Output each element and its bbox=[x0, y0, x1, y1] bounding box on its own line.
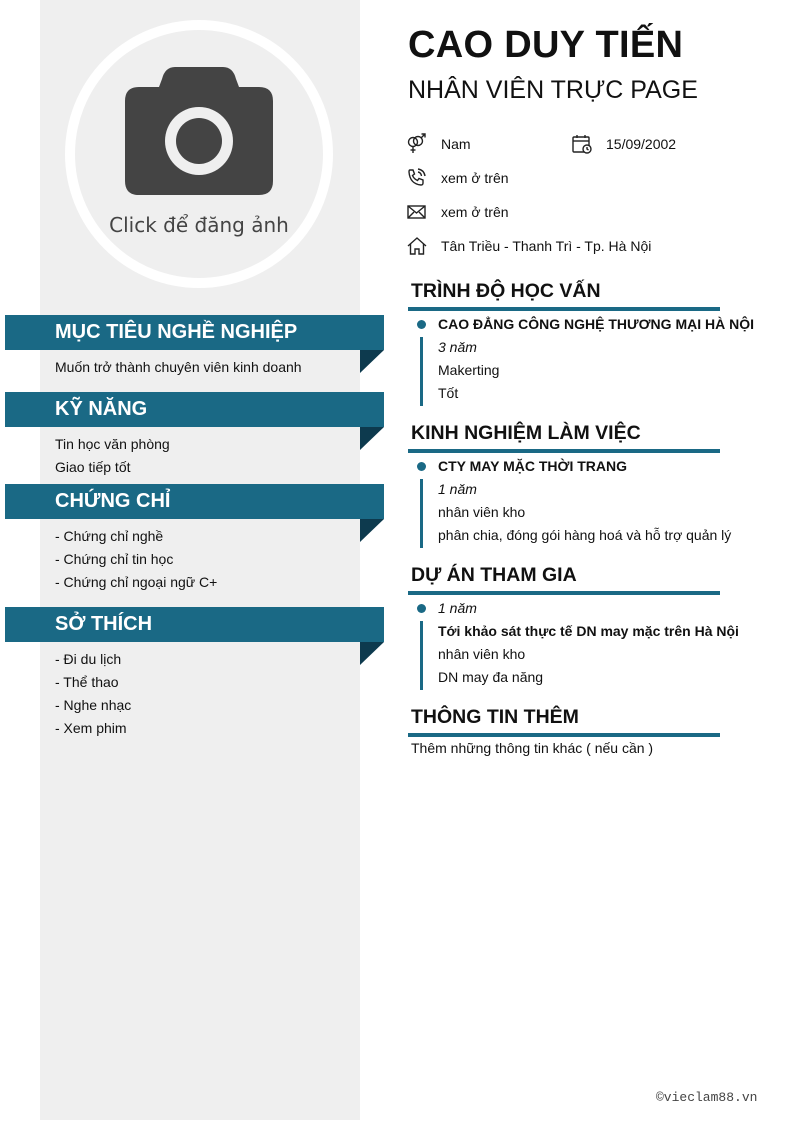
timeline-dot bbox=[417, 320, 426, 329]
education-duration: 3 năm bbox=[438, 339, 477, 355]
skill-item: Tin học văn phòng bbox=[55, 436, 170, 452]
certificate-item: - Chứng chỉ ngoại ngữ C+ bbox=[55, 574, 218, 590]
phone-value: xem ở trên bbox=[441, 170, 509, 186]
skill-item: Giao tiếp tốt bbox=[55, 459, 131, 475]
project-client: DN may đa năng bbox=[438, 669, 544, 685]
timeline-dot bbox=[417, 604, 426, 613]
hobby-item: - Xem phim bbox=[55, 720, 127, 736]
additional-text: Thêm những thông tin khác ( nếu cần ) bbox=[411, 740, 654, 756]
objective-text: Muốn trở thành chuyên viên kinh doanh bbox=[55, 359, 302, 375]
hobby-item: - Thể thao bbox=[55, 674, 119, 690]
candidate-name: CAO DUY TIẾN bbox=[408, 24, 684, 66]
section-title-additional: THÔNG TIN THÊM bbox=[411, 706, 579, 728]
ribbon-fold bbox=[360, 427, 384, 450]
section-title-experience: KINH NGHIỆM LÀM VIỆC bbox=[411, 422, 641, 444]
timeline-bar bbox=[420, 479, 423, 548]
birthday-row bbox=[571, 133, 676, 155]
education-major: Makerting bbox=[438, 362, 500, 378]
timeline-bar bbox=[420, 337, 423, 406]
section-title-education: TRÌNH ĐỘ HỌC VẤN bbox=[411, 280, 601, 302]
section-divider bbox=[408, 591, 720, 595]
experience-position: nhân viên kho bbox=[438, 504, 526, 520]
section-header-objective: MỤC TIÊU NGHỀ NGHIỆP bbox=[5, 315, 384, 350]
ribbon-fold bbox=[360, 642, 384, 665]
phone-icon bbox=[406, 167, 428, 189]
section-header-hobbies: SỞ THÍCH bbox=[5, 607, 384, 642]
project-duration: 1 năm bbox=[438, 600, 477, 616]
phone-row bbox=[406, 167, 509, 189]
timeline-dot bbox=[417, 462, 426, 471]
project-role: nhân viên kho bbox=[438, 646, 526, 662]
hobby-item: - Nghe nhạc bbox=[55, 697, 132, 713]
hobby-item: - Đi du lịch bbox=[55, 651, 122, 667]
certificate-item: - Chứng chỉ nghề bbox=[55, 528, 164, 544]
envelope-icon bbox=[406, 201, 428, 223]
section-divider bbox=[408, 733, 720, 737]
section-divider bbox=[408, 307, 720, 311]
section-header-certificates: CHỨNG CHỈ bbox=[5, 484, 384, 519]
section-title-projects: DỰ ÁN THAM GIA bbox=[411, 564, 577, 586]
ribbon-fold bbox=[360, 350, 384, 373]
education-school: CAO ĐẲNG CÔNG NGHỆ THƯƠNG MẠI HÀ NỘI bbox=[438, 316, 754, 332]
calendar-icon bbox=[571, 133, 593, 155]
email-row bbox=[406, 201, 509, 223]
home-icon bbox=[406, 235, 428, 257]
section-header-skills: KỸ NĂNG bbox=[5, 392, 384, 427]
certificate-item: - Chứng chỉ tin học bbox=[55, 551, 174, 567]
experience-duration: 1 năm bbox=[438, 481, 477, 497]
gender-row bbox=[406, 133, 471, 155]
upload-photo-label: Click để đăng ảnh bbox=[109, 213, 289, 237]
avatar-upload[interactable] bbox=[65, 20, 333, 288]
address-value: Tân Triều - Thanh Trì - Tp. Hà Nội bbox=[441, 238, 652, 254]
address-row bbox=[406, 235, 651, 257]
camera-icon bbox=[125, 67, 273, 200]
experience-company: CTY MAY MẶC THỜI TRANG bbox=[438, 458, 628, 474]
birthday-value: 15/09/2002 bbox=[606, 136, 677, 152]
job-title: NHÂN VIÊN TRỰC PAGE bbox=[408, 76, 698, 104]
section-divider bbox=[408, 449, 720, 453]
gender-icon bbox=[406, 133, 428, 155]
gender-value: Nam bbox=[441, 136, 471, 152]
watermark: ©vieclam88.vn bbox=[656, 1090, 758, 1105]
experience-description: phân chia, đóng gói hàng hoá và hỗ trợ quản lý bbox=[438, 527, 732, 543]
education-grade: Tốt bbox=[438, 385, 459, 401]
project-name: Tới khảo sát thực tế DN may mặc trên Hà Nội bbox=[438, 623, 739, 639]
email-value: xem ở trên bbox=[441, 204, 509, 220]
timeline-bar bbox=[420, 621, 423, 690]
ribbon-fold bbox=[360, 519, 384, 542]
